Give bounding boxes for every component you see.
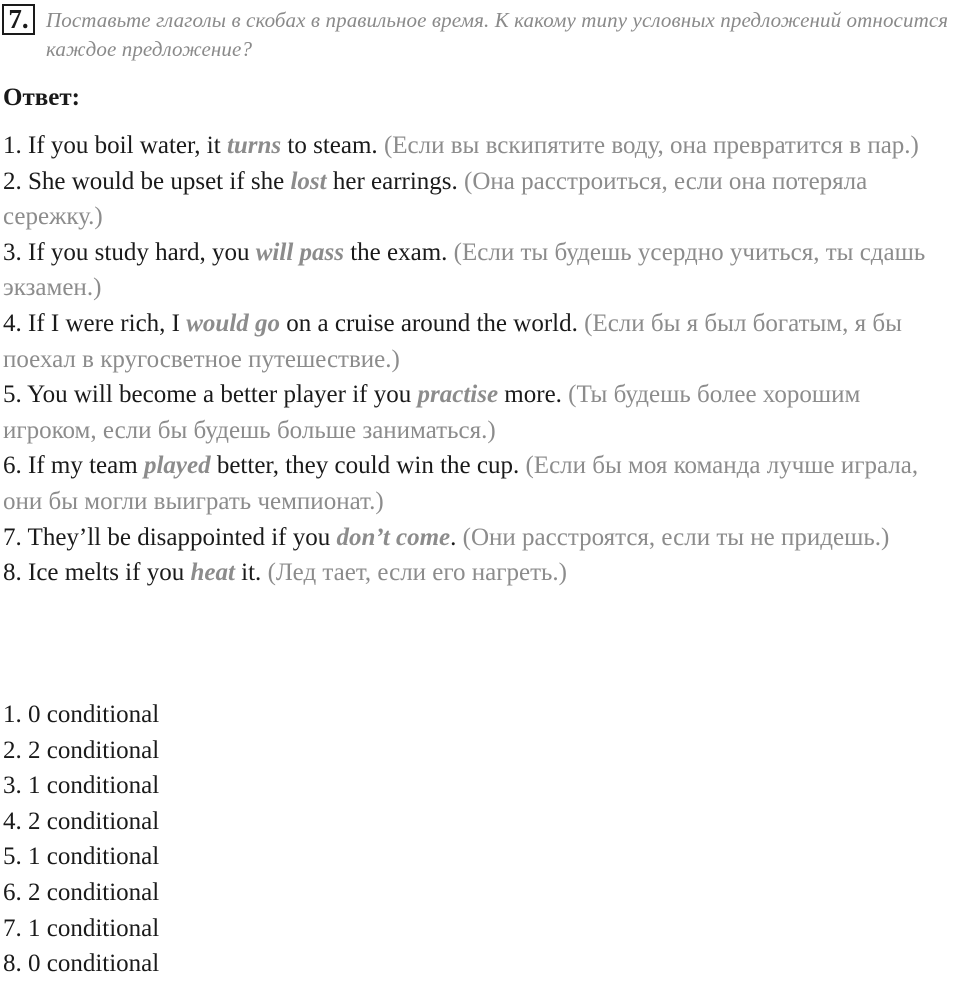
- verb-answer: heat: [190, 559, 235, 587]
- answer-item: [3, 164, 958, 235]
- sentence-end: on a cruise around the world.: [280, 309, 578, 337]
- sentence-start: 1. If you boil water, it: [3, 132, 227, 159]
- conditional-type: 8. 0 conditional: [3, 950, 160, 978]
- sentence-end: better, they could win the cup.: [210, 452, 520, 480]
- sentence-end: to steam.: [281, 132, 378, 159]
- conditional-type: 4. 2 conditional: [3, 807, 160, 835]
- answer-item: [3, 306, 958, 377]
- verb-answer: would go: [186, 309, 281, 337]
- translation: (Она расстроиться, если она потеряла сережку.): [3, 167, 868, 231]
- translation: (Если бы я был богатым, я бы поехал в кругосветное путешествие.): [3, 309, 902, 373]
- answer-items: [3, 128, 958, 591]
- answer-item: [3, 520, 958, 556]
- translation: (Лед тает, если его нагреть.): [261, 559, 568, 587]
- sentence-end: the exam.: [343, 238, 448, 266]
- task-number-box: 7.: [2, 4, 35, 35]
- sentence-end: it.: [234, 559, 262, 587]
- task-instruction: Поставьте глаголы в скобах в правильное время. К какому типу условных предложений относится каждое предложение?: [46, 8, 949, 61]
- sentence-start: 7. They’ll be disappointed if you: [3, 523, 337, 551]
- answer-item: [3, 235, 958, 306]
- sentence-start: 5. You will become a better player if you: [3, 381, 418, 409]
- verb-answer: played: [143, 452, 211, 480]
- translation: (Если ты будешь усердно учиться, ты сдашь экзамен.): [3, 238, 926, 302]
- translation: (Ты будешь более хорошим игроком, если бы будешь больше заниматься.): [3, 381, 861, 444]
- answer-item: [3, 377, 958, 448]
- sentence-start: 8. Ice melts if you: [3, 559, 191, 587]
- conditional-type: 7. 1 conditional: [3, 914, 160, 942]
- sentence-end: .: [450, 523, 457, 551]
- sentence-end: more.: [498, 381, 562, 409]
- verb-answer: don’t come: [336, 523, 451, 551]
- answer-item: [3, 555, 958, 591]
- verb-answer: will pass: [255, 238, 344, 266]
- translation: (Они расстроятся, если ты не придешь.): [456, 523, 890, 551]
- sentence-start: 6. If my team: [3, 452, 144, 480]
- verb-answer: lost: [290, 167, 327, 195]
- sentence-end: her earrings.: [326, 167, 458, 195]
- task-header: [0, 2, 955, 64]
- answer-item: [3, 128, 958, 164]
- conditional-type: 1. 0 conditional: [3, 701, 160, 728]
- sentence-start: 2. She would be upset if she: [3, 167, 291, 195]
- translation: (Если бы моя команда лучше играла, они бы могли выиграть чемпионат.): [3, 452, 919, 515]
- translation: (Если вы вскипятите воду, она превратится в пар.): [377, 132, 919, 159]
- conditional-type: 6. 2 conditional: [3, 878, 160, 906]
- answer-item: [3, 448, 958, 519]
- verb-answer: turns: [226, 132, 282, 159]
- conditional-type: 3. 1 conditional: [3, 772, 160, 800]
- sentence-start: 4. If I were rich, I: [3, 309, 187, 337]
- conditional-types-list: [3, 697, 603, 982]
- conditional-type: 5. 1 conditional: [3, 843, 160, 871]
- answer-label: Ответ:: [3, 84, 80, 111]
- verb-answer: practise: [417, 381, 499, 409]
- conditional-type: 2. 2 conditional: [3, 736, 160, 764]
- sentence-start: 3. If you study hard, you: [3, 238, 256, 266]
